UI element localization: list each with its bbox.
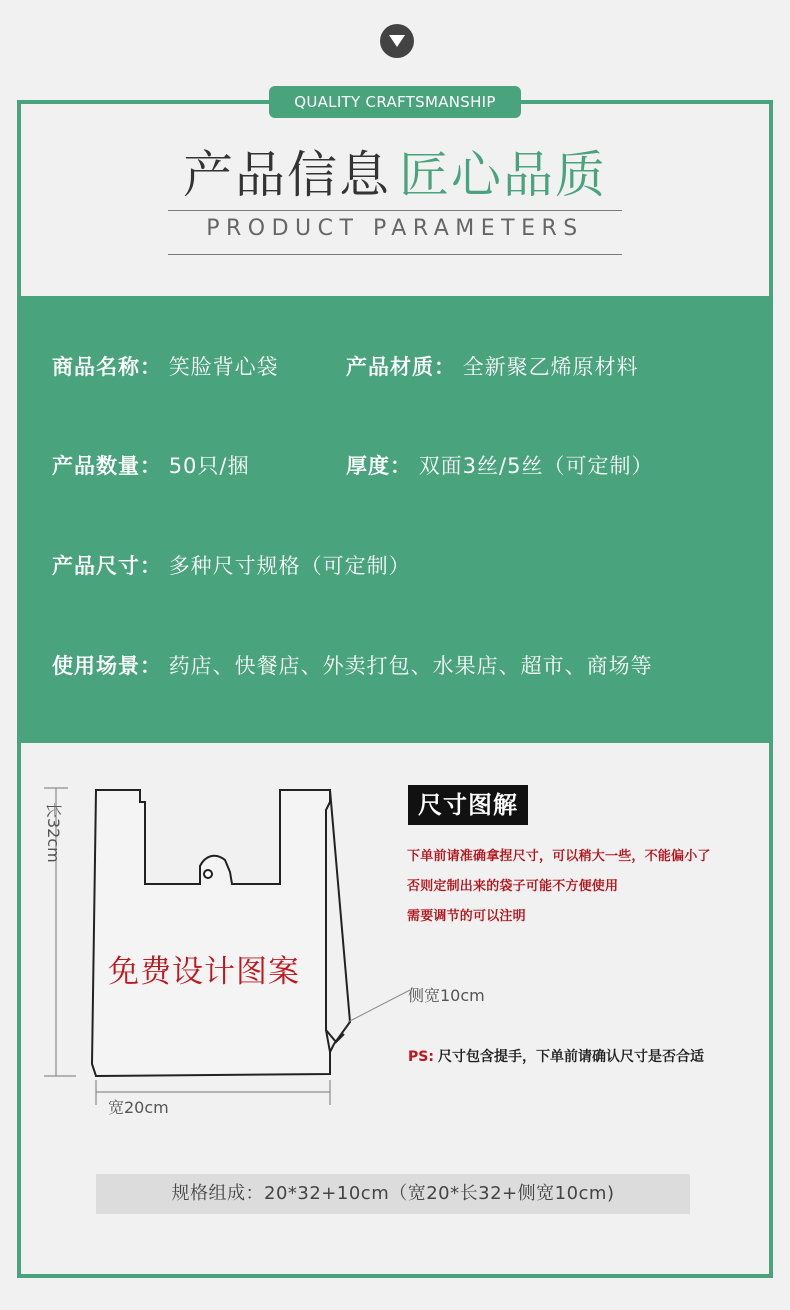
size-diagram-badge: 尺寸图解 — [408, 785, 528, 825]
page-title — [0, 135, 790, 207]
param-material-label: 产品材质： — [346, 355, 456, 379]
param-usage — [52, 651, 653, 681]
param-name-value: 笑脸背心袋 — [168, 355, 279, 379]
param-material — [346, 352, 639, 382]
param-thickness — [346, 451, 653, 481]
free-design-text: 免费设计图案 — [108, 954, 300, 990]
side-pointer-line — [348, 990, 410, 1022]
param-size-value: 多种尺寸规格（可定制） — [168, 554, 411, 578]
bag-outline — [92, 790, 350, 1076]
page-subtitle: PRODUCT PARAMETERS — [206, 216, 584, 241]
down-arrow-icon — [380, 24, 414, 58]
length-label: 长32cm — [44, 802, 63, 863]
subtitle-bottom-rule — [168, 254, 622, 255]
param-usage-value: 药店、快餐店、外卖打包、水果店、超市、商场等 — [168, 654, 653, 678]
length-label-wrap — [44, 802, 64, 882]
param-size — [52, 551, 411, 581]
side-width-label: 侧宽10cm — [408, 986, 485, 1005]
subtitle-top-rule — [168, 210, 622, 211]
param-thickness-value: 双面3丝/5丝（可定制） — [418, 454, 654, 478]
title-main: 产品信息 — [183, 146, 391, 204]
param-usage-label: 使用场景： — [52, 654, 162, 678]
param-thickness-label: 厚度： — [346, 454, 412, 478]
size-note-1: 下单前请准确拿捏尺寸，可以稍大一些，不能偏小了 — [407, 849, 711, 864]
param-size-label: 产品尺寸： — [52, 554, 162, 578]
spec-bar: 规格组成：20*32+10cm（宽20*长32+侧宽10cm) — [96, 1174, 690, 1214]
ps-text: 尺寸包含提手，下单前请确认尺寸是否合适 — [437, 1049, 704, 1065]
param-quantity-label: 产品数量： — [52, 454, 162, 478]
title-accent: 匠心品质 — [399, 146, 607, 204]
quality-badge: QUALITY CRAFTSMANSHIP — [269, 86, 521, 118]
param-name — [52, 352, 279, 382]
param-material-value: 全新聚乙烯原材料 — [462, 355, 639, 379]
size-note-2: 否则定制出来的袋子可能不方便使用 — [407, 879, 619, 894]
ps-label: PS: — [408, 1049, 434, 1065]
param-quantity-value: 50只/捆 — [168, 454, 250, 478]
param-name-label: 商品名称： — [52, 355, 162, 379]
ps-note — [408, 1046, 704, 1066]
width-label: 宽20cm — [108, 1098, 169, 1117]
size-note-3: 需要调节的可以注明 — [407, 909, 526, 924]
param-quantity — [52, 451, 249, 481]
